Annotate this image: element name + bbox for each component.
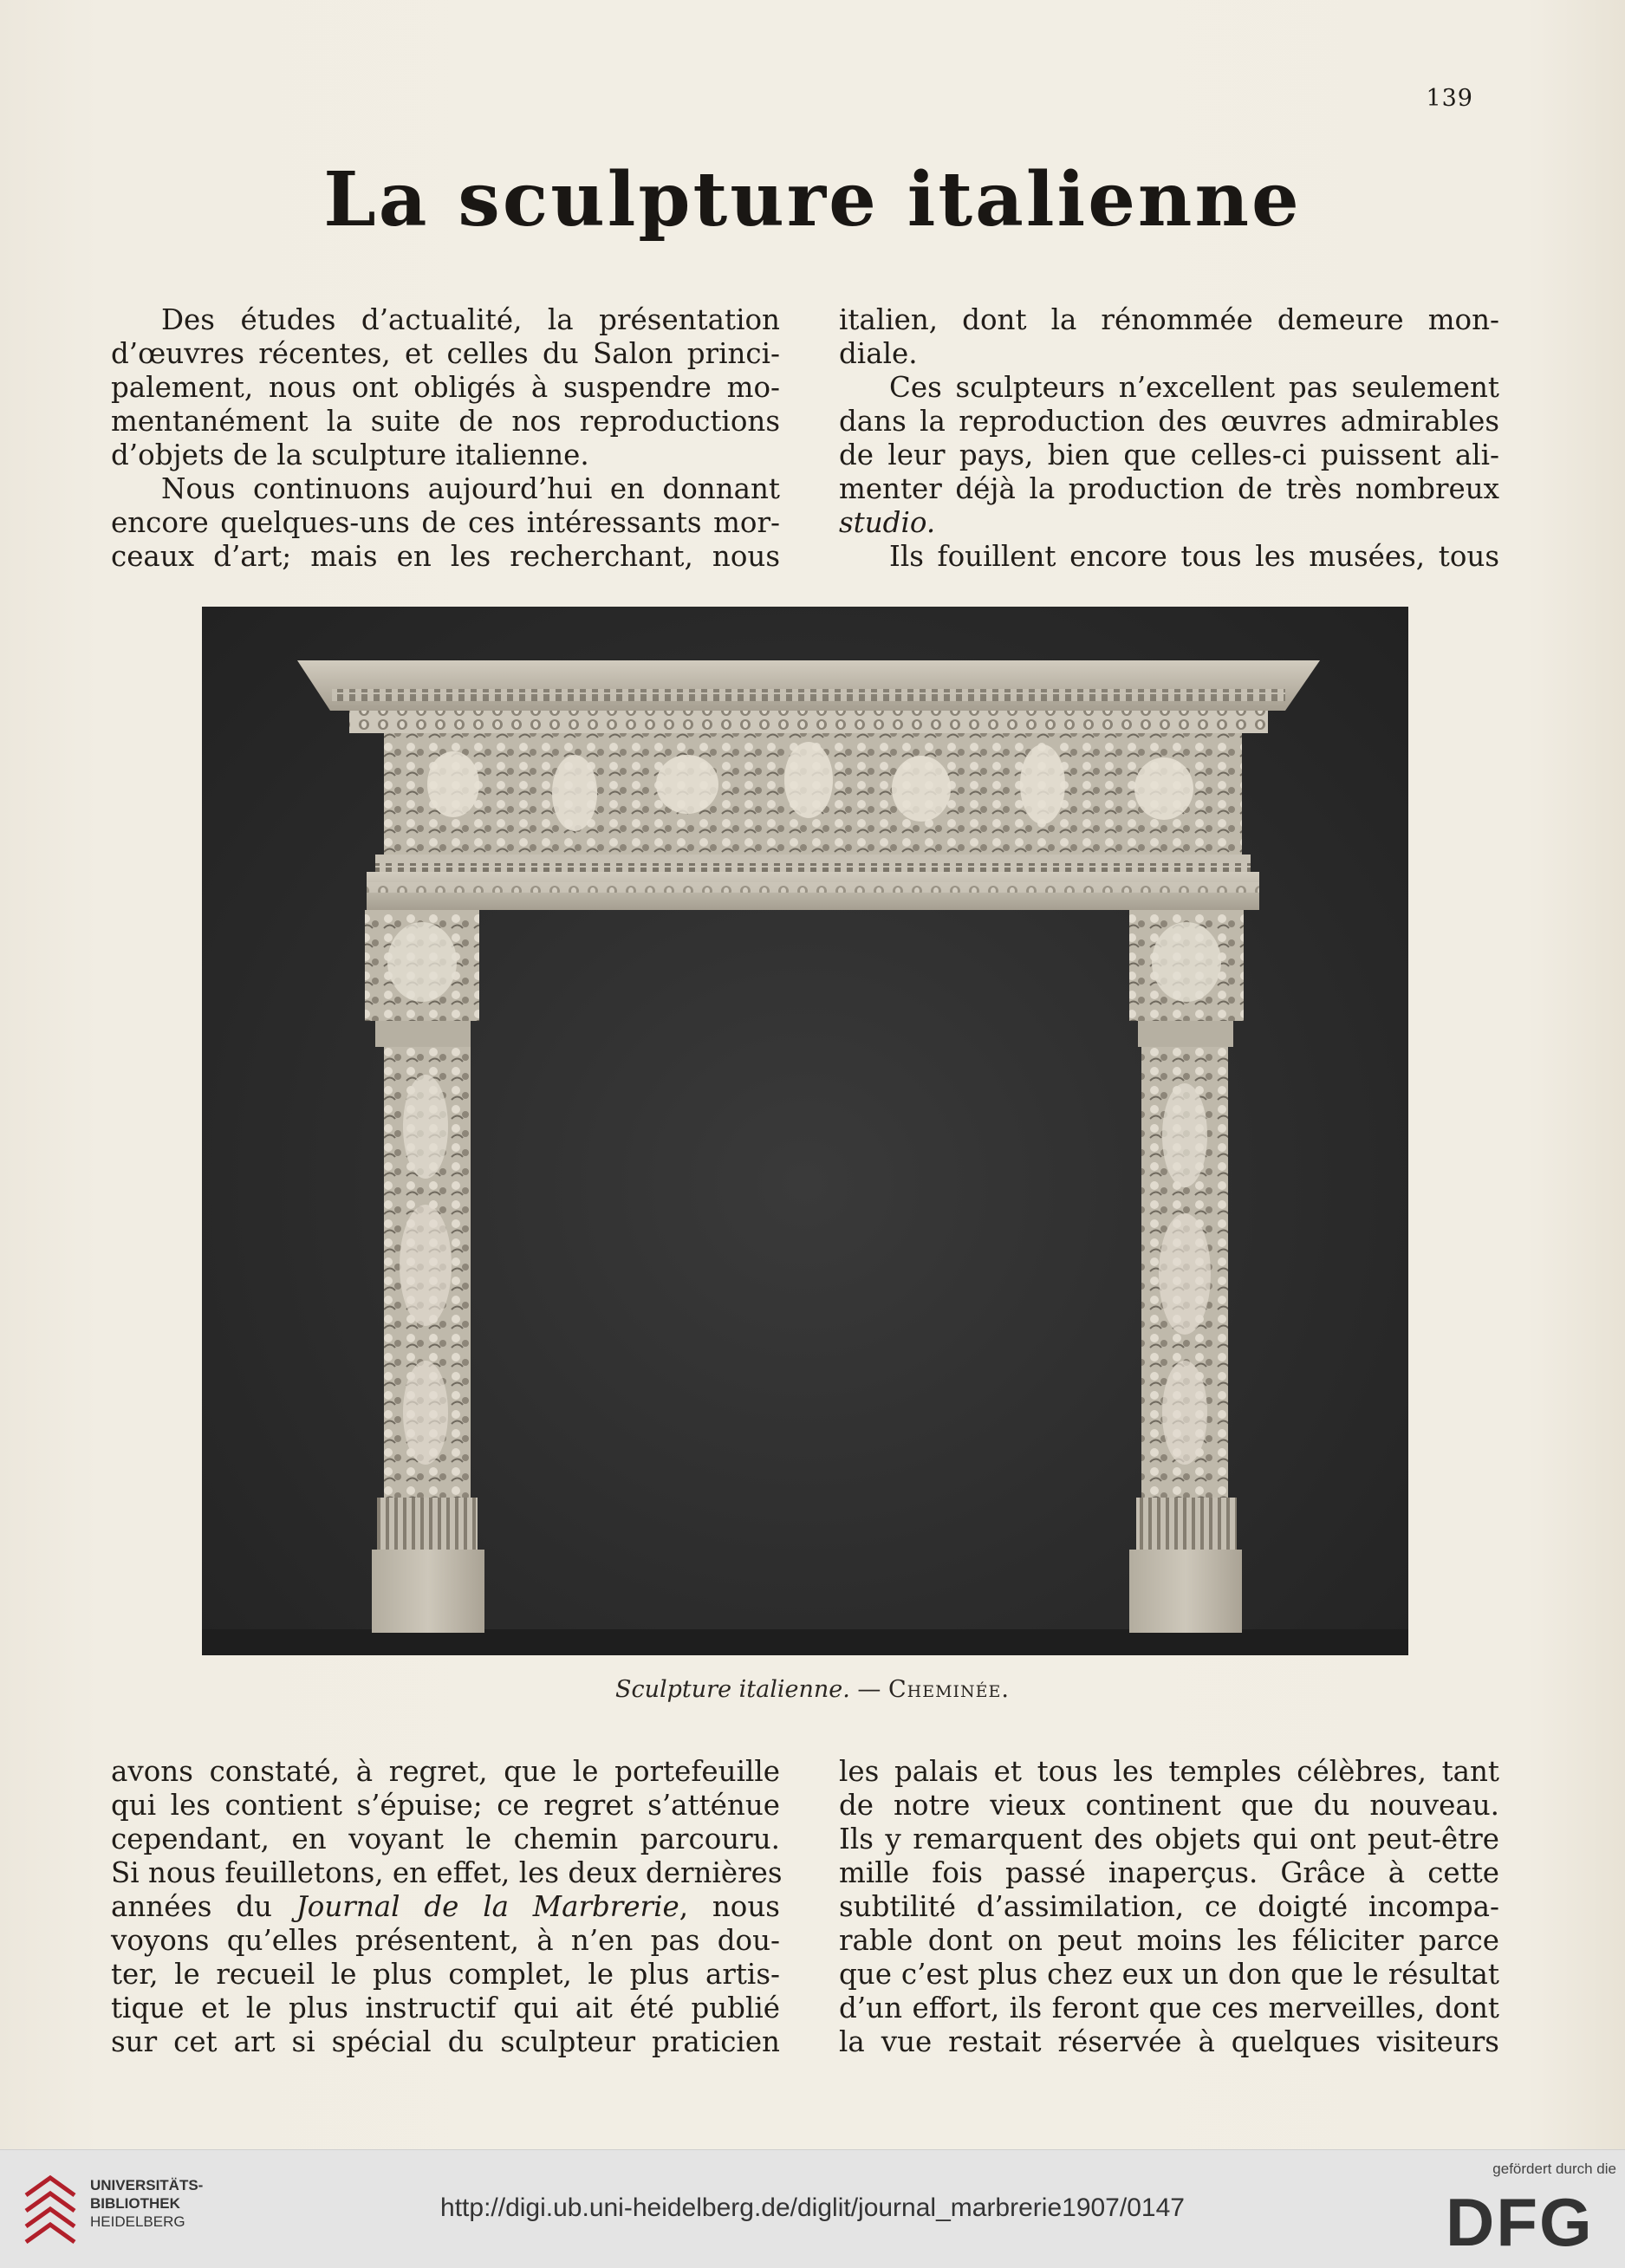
text-line: d’objets de la sculpture italienne. [111, 439, 589, 471]
text-line: studio. [839, 506, 936, 539]
caption-title: Sculpture italienne. [615, 1676, 850, 1703]
column-left-bottom [111, 1755, 783, 2059]
article-title: La sculpture italienne [323, 156, 1302, 244]
text-line: ter, le recueil le plus complet, le plus artis- [111, 1958, 780, 1991]
text-line: la vue restait réservée à quelques visiteurs [839, 2025, 1499, 2058]
library-line-2: BIBLIOTHEK [90, 2195, 180, 2212]
viewer-footer [0, 2149, 1625, 2268]
text-line: italien, dont la rénommée demeure mon- [839, 303, 1499, 336]
text-line-journal [111, 1890, 780, 1924]
egg-and-dart-molding [349, 711, 1268, 733]
text-line: sur cet art si spécial du sculpteur praticien [111, 2025, 780, 2058]
text-line: voyons qu’elles présentent, à n’en pas dou- [111, 1924, 780, 1957]
text-line: d’œuvres récentes, et celles du Salon princi- [111, 337, 780, 370]
text-line: ceaux d’art; mais en les recherchant, nous [111, 540, 780, 573]
text-line: mentanément la suite de nos reproductions [111, 405, 780, 438]
text-line: les palais et tous les temples célèbres, tant [839, 1755, 1499, 1788]
text-line: subtilité d’assimilation, ce doigté incompa- [839, 1890, 1499, 1923]
text-line: qui les contient s’épuise; ce regret s’atténue [111, 1789, 780, 1822]
journal-suffix: , nous [679, 1890, 780, 1923]
text-line: de leur pays, bien que celles-ci puissent ali- [839, 439, 1499, 471]
text-line: Ils y remarquent des objets qui ont peut-être [839, 1823, 1499, 1855]
right-pilaster [1129, 910, 1244, 1633]
text-line: que c’est plus chez eux un don que le résultat [839, 1958, 1499, 1991]
left-pilaster [365, 910, 484, 1633]
text-line: Ces sculpteurs n’excellent pas seulement [889, 371, 1499, 404]
text-line: Nous continuons aujourd’hui en donnant [161, 472, 780, 505]
text-line: Des études d’actualité, la présentation [161, 303, 780, 336]
cornice [297, 660, 1320, 711]
journal-title: Journal de la Marbrerie [296, 1890, 679, 1923]
text-line: diale. [839, 337, 918, 370]
dfg-logo[interactable]: DFG [1446, 2184, 1594, 2260]
figure-caption [0, 1676, 1625, 1703]
column-left-top [111, 303, 780, 574]
text-line: encore quelques-uns de ces intéressants mor- [111, 506, 780, 539]
column-right-bottom [839, 1755, 1499, 2059]
text-line: tique et le plus instructif qui ait été publié [111, 1992, 780, 2024]
text-line: de notre vieux continent que du nouveau. [839, 1789, 1499, 1822]
funder-label: gefördert durch die [1492, 2161, 1616, 2177]
text-line: d’un effort, ils feront que ces merveilles, dont [839, 1992, 1499, 2024]
caption-subject: Cheminée. [887, 1676, 1010, 1703]
text-line: Ils fouillent encore tous les musées, tous [889, 540, 1499, 573]
caption-dash: — [849, 1676, 888, 1703]
page-number: 139 [1426, 85, 1473, 112]
floor-shadow [202, 1629, 1408, 1655]
permalink-url[interactable]: http://digi.ub.uni-heidelberg.de/diglit/journal_marbrerie1907/0147 [440, 2193, 1185, 2222]
text-line: mille fois passé inaperçus. Grâce à cette [839, 1856, 1499, 1889]
text-line: avons constaté, à regret, que le portefeuille [111, 1755, 780, 1788]
text-line: Si nous feuilletons, en effet, les deux dernières [111, 1856, 783, 1889]
library-line-1: UNIVERSITÄTS- [90, 2177, 204, 2193]
text-line: dans la reproduction des œuvres admirables [839, 405, 1499, 438]
text-line: cependant, en voyant le chemin parcouru. [111, 1823, 780, 1855]
text-line: menter déjà la production de très nombreux [839, 472, 1499, 505]
fireplace-photograph [202, 607, 1408, 1655]
library-line-3: HEIDELBERG [90, 2213, 185, 2230]
text-line: palement, nous ont obligés à suspendre mo- [111, 371, 780, 404]
journal-prefix: années du [111, 1890, 296, 1923]
column-right-top [839, 303, 1499, 574]
fireplace-illustration [202, 607, 1408, 1655]
text-line: rable dont on peut moins les féliciter parce [839, 1924, 1499, 1957]
